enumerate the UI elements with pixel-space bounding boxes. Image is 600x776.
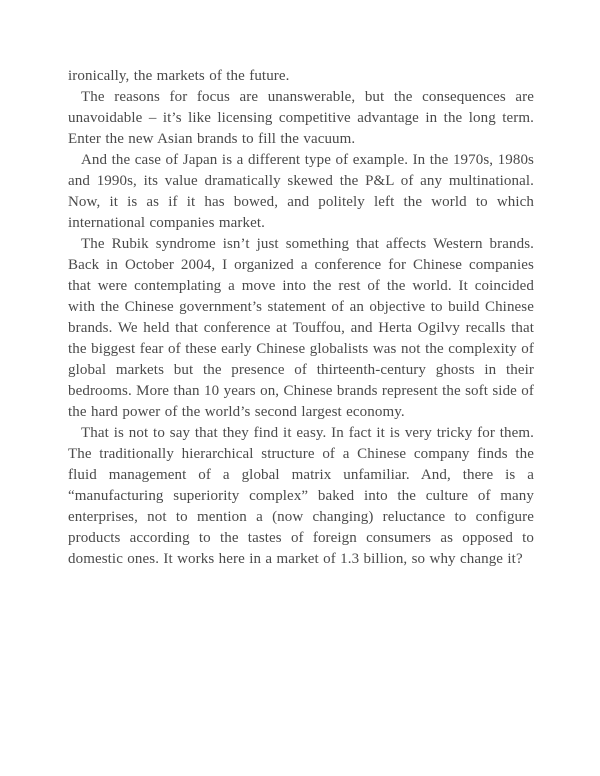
paragraph: That is not to say that they find it easy. In fact it is very tricky for them. The traditionally hierarchical structure of a Chinese company finds the fluid management of a global matrix unfamiliar. And, there is a “manufacturing superiority complex” baked into the culture of many enterprises, not to mention a (now changing) reluctance to configure products according to the tastes of foreign consumers as opposed to domestic ones. It works here in a market of 1.3 billion, so why change it? <box>68 425 534 567</box>
paragraph: The reasons for focus are unanswerable, but the consequences are unavoidable – it’s like licensing competitive advantage in the long term. Enter the new Asian brands to fill the vacuum. <box>68 89 534 147</box>
paragraph: The Rubik syndrome isn’t just something that affects Western brands. Back in October 2004, I organized a conference for Chinese companies that were contemplating a move into the rest of the world. It coincided with the Chinese government’s statement of an objective to build Chinese brands. We held that conference at Touffou, and Herta Ogilvy recalls that the biggest fear of these early Chinese globalists was not the complexity of global markets but the presence of thirteenth-century ghosts in their bedrooms. More than 10 years on, Chinese brands represent the soft side of the hard power of the world’s second largest economy. <box>68 236 534 420</box>
paragraph: And the case of Japan is a different type of example. In the 1970s, 1980s and 1990s, its value dramatically skewed the P&L of any multinational. Now, it is as if it has bowed, and politely left the world to which international companies market. <box>68 152 534 231</box>
body-text-column <box>68 66 534 570</box>
paragraph-continuation: ironically, the markets of the future. <box>68 68 290 84</box>
